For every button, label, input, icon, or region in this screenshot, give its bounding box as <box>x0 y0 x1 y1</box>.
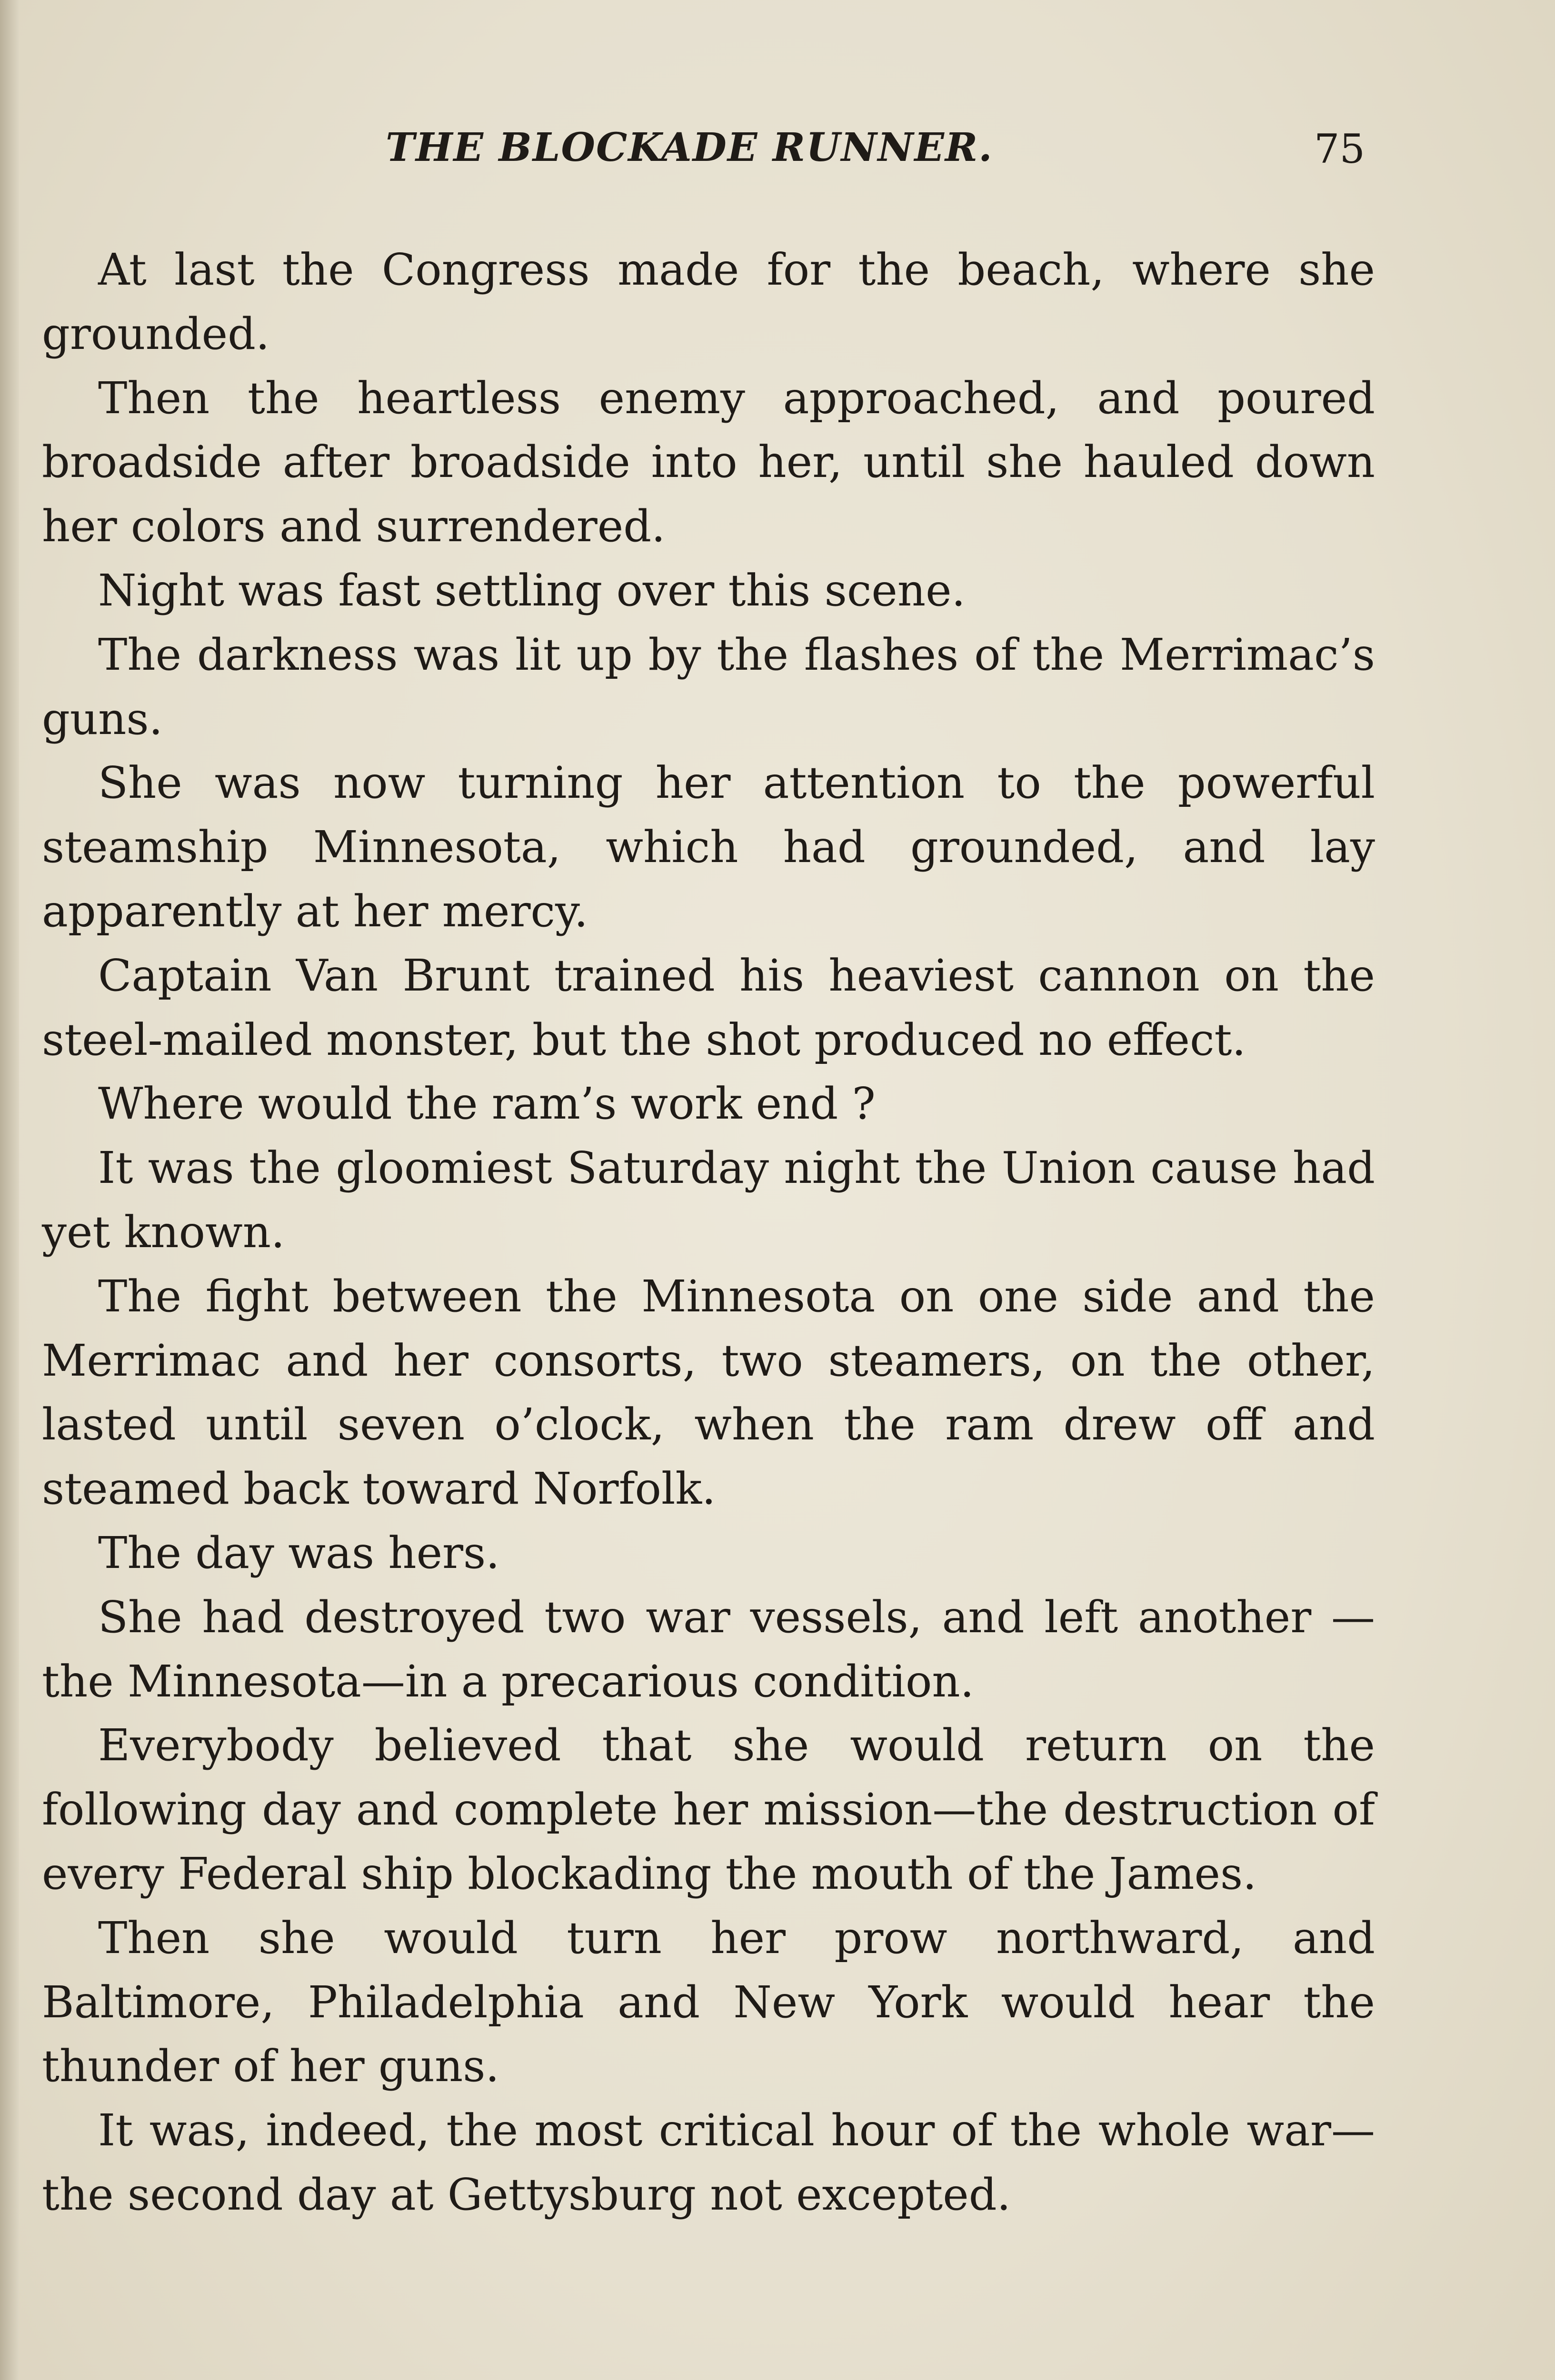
paragraph: It was, indeed, the most critical hour of the whole war—the second day at Gettysburg not excepted. <box>42 2105 1375 2220</box>
paragraph: She was now turning her attention to the powerful steamship Minnesota, which had grounded, and lay apparently at her mercy. <box>42 757 1375 937</box>
paragraph: She had destroyed two war vessels, and left another —the Minnesota—in a precarious condition. <box>42 1591 1375 1707</box>
paragraph: The darkness was lit up by the flashes of the Merrimac’s guns. <box>42 629 1375 744</box>
paragraph: Captain Van Brunt trained his heaviest cannon on the steel-mailed monster, but the shot produced no effect. <box>42 950 1375 1065</box>
paragraph: Then she would turn her prow northward, and Baltimore, Philadelphia and New York would hear the thunder of her guns. <box>42 1912 1375 2092</box>
body-text <box>42 238 1375 2227</box>
paragraph: Then the heartless enemy approached, and poured broadside after broadside into her, until she hauled down her colors and surrendered. <box>42 372 1375 552</box>
paragraph: It was the gloomiest Saturday night the Union cause had yet known. <box>42 1142 1375 1258</box>
running-head: THE BLOCKADE RUNNER. <box>386 125 993 170</box>
paragraph: Where would the ram’s work end ? <box>98 1078 876 1130</box>
paragraph: At last the Congress made for the beach, where she grounded. <box>42 244 1375 359</box>
paragraph: Everybody believed that she would return on the following day and complete her mission—the destruction of every Federal ship blockading the mouth of the James. <box>42 1720 1375 1899</box>
paragraph: The day was hers. <box>98 1527 500 1578</box>
page-header <box>0 125 1555 182</box>
paragraph: The fight between the Minnesota on one side and the Merrimac and her consorts, two steamers, on the other, lasted until seven o’clock, when the ram drew off and steamed back toward Norfolk. <box>42 1270 1375 1515</box>
page-edge-shadow <box>0 0 19 2380</box>
page-number: 75 <box>1314 126 1365 172</box>
paragraph: Night was fast settling over this scene. <box>98 565 966 616</box>
